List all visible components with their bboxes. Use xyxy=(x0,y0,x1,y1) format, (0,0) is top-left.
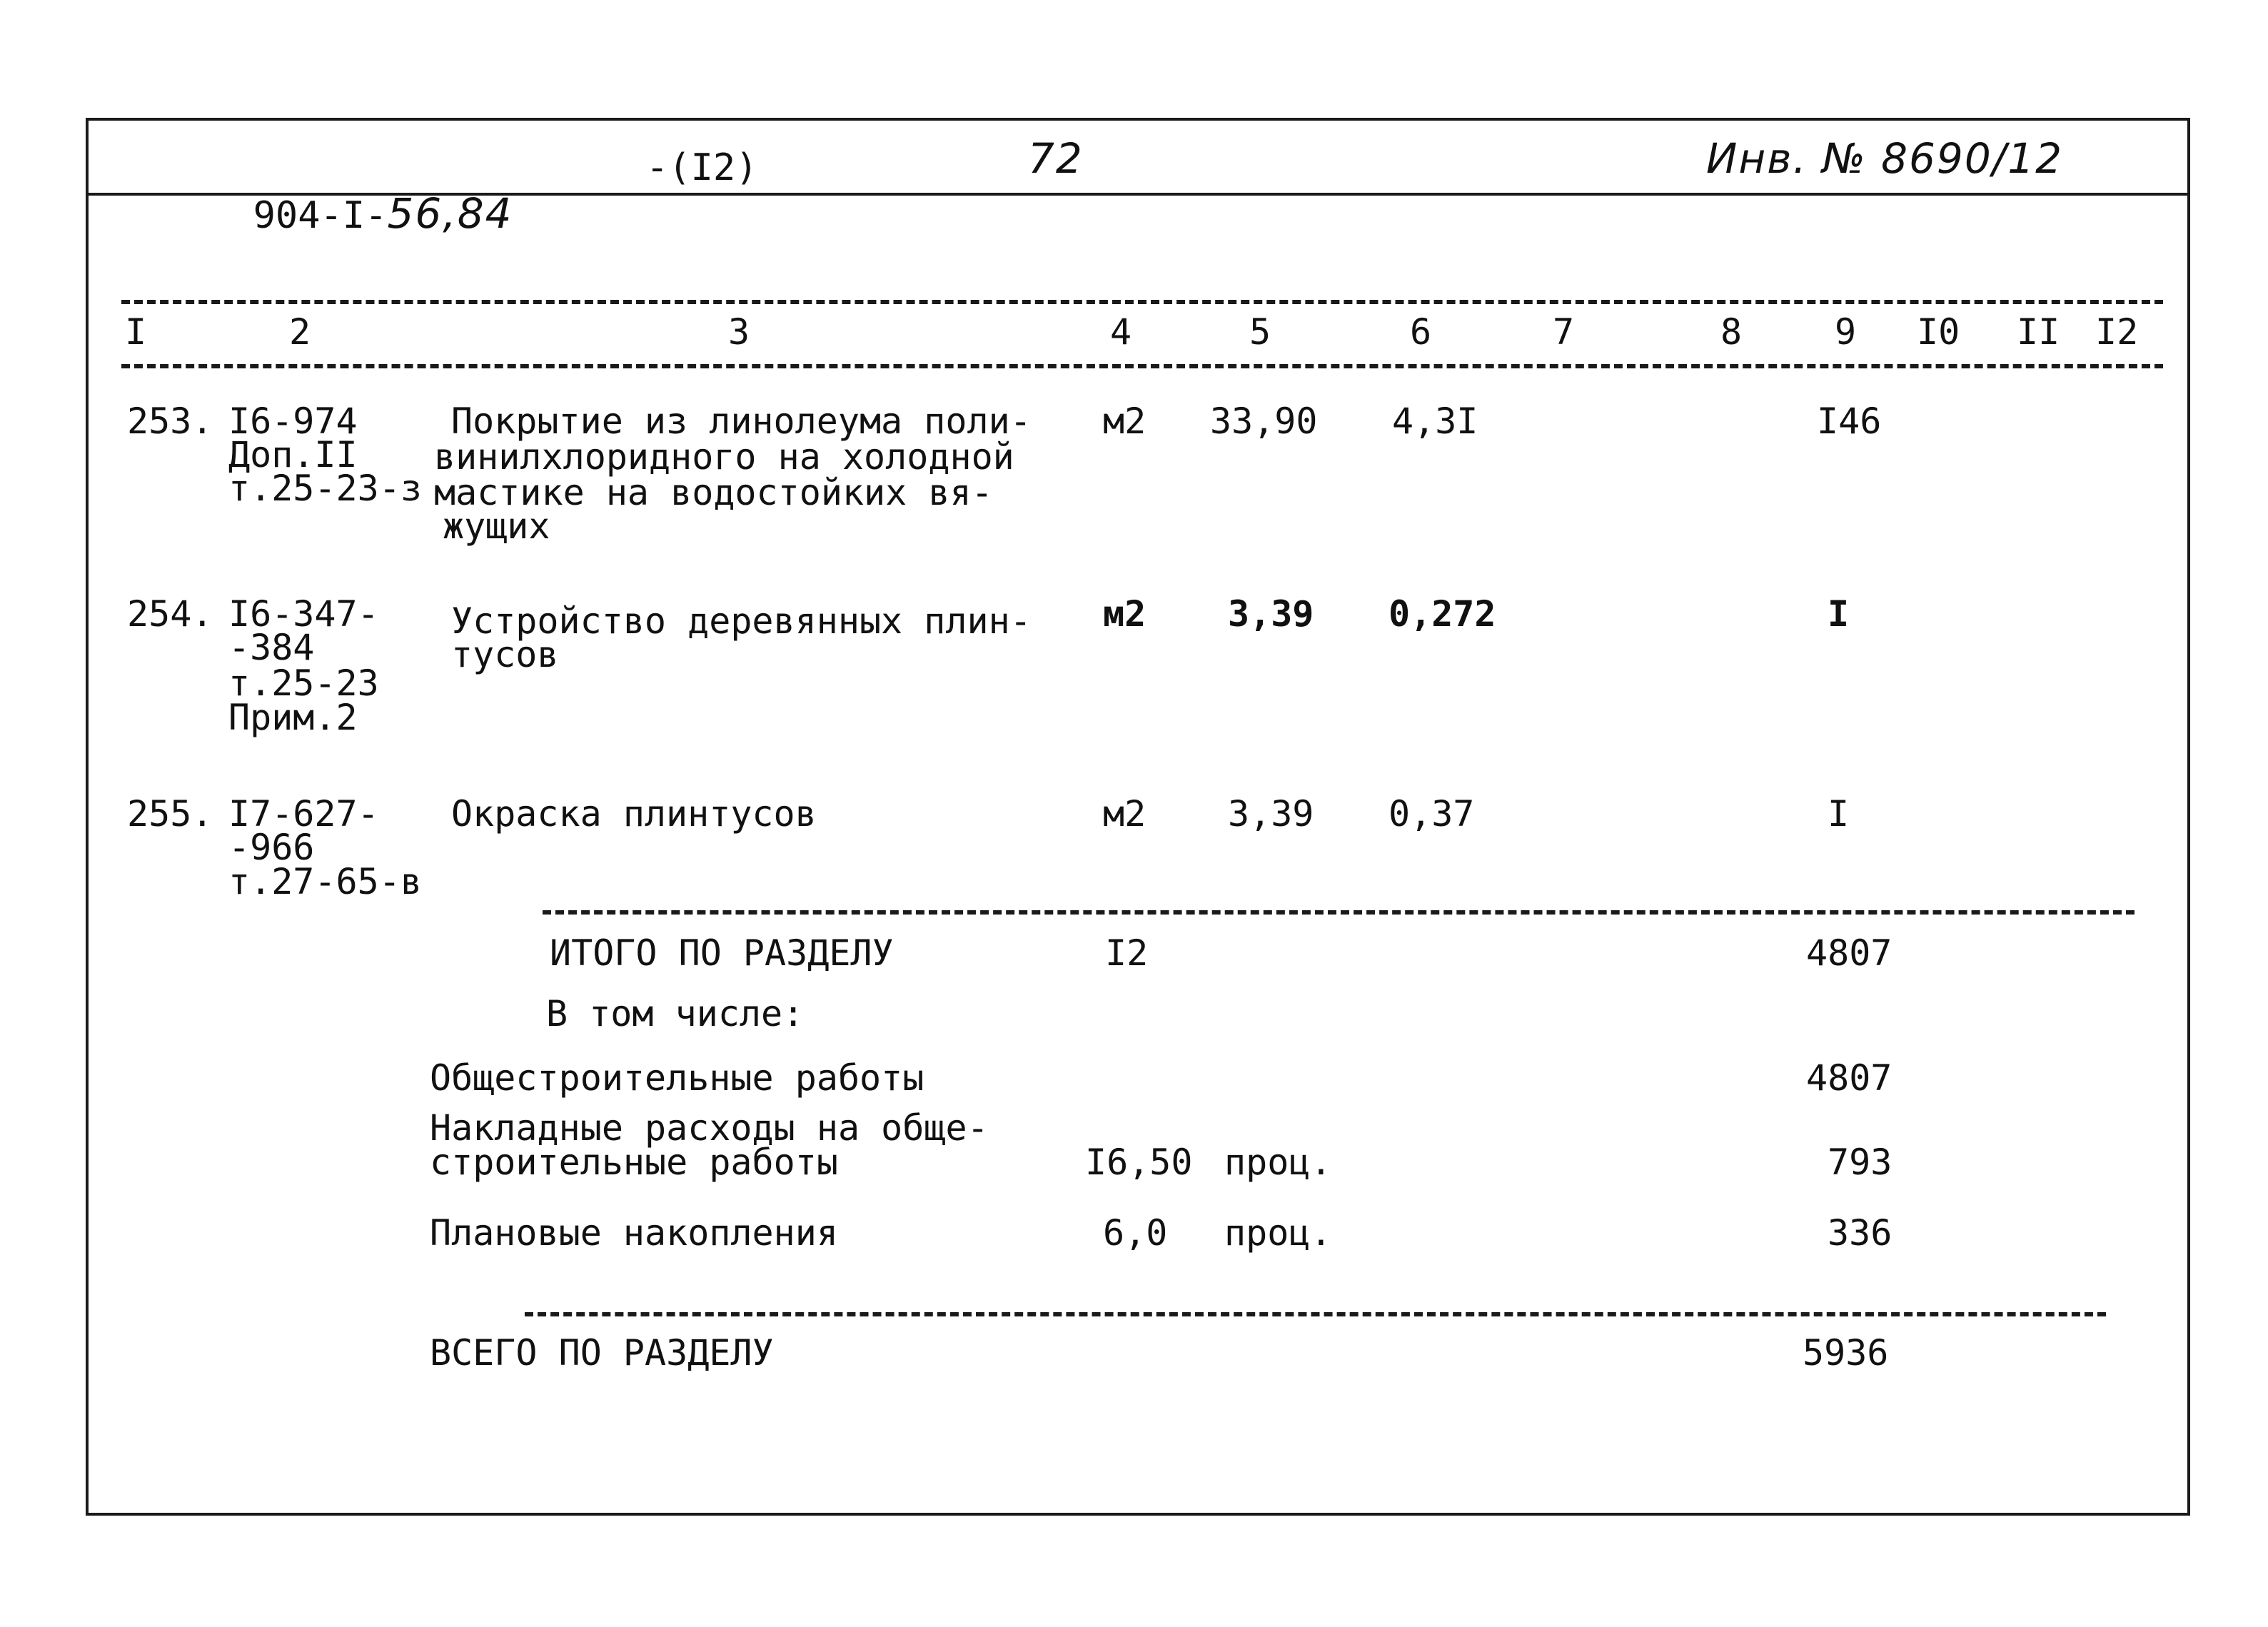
work-description: Окраска плинтусов xyxy=(451,793,817,835)
column-number: 5 xyxy=(1249,311,1271,353)
work-description: мастике на водостойких вя- xyxy=(434,472,993,513)
rate-code: -384 xyxy=(228,627,315,668)
overhead-rate: I6,50 xyxy=(1085,1142,1193,1183)
unit-price: 0,37 xyxy=(1388,793,1475,835)
overhead-label: строительные работы xyxy=(430,1142,838,1183)
column-number: II xyxy=(2017,311,2060,353)
unit: м2 xyxy=(1103,793,1146,835)
rate-code: I6-347- xyxy=(228,593,379,635)
section-number: -(I2) xyxy=(646,146,758,189)
column-number: 3 xyxy=(728,311,750,353)
rate-code: I6-974 xyxy=(228,401,358,442)
work-description: Покрытие из линолеума поли- xyxy=(451,401,1032,442)
document-code xyxy=(208,146,513,238)
general-works-value: 4807 xyxy=(1806,1057,1892,1099)
unit-price: 0,272 xyxy=(1388,593,1496,635)
quantity: 3,39 xyxy=(1228,793,1314,835)
including-label: В том числе: xyxy=(546,993,805,1034)
total-cost: I xyxy=(1828,793,1850,835)
column-number: 4 xyxy=(1110,311,1132,353)
unit-price: 4,3I xyxy=(1392,401,1478,442)
column-number: 7 xyxy=(1553,311,1575,353)
overhead-unit: проц. xyxy=(1224,1142,1332,1183)
planned-savings-label: Плановые накопления xyxy=(430,1212,838,1254)
quantity: 33,90 xyxy=(1210,401,1318,442)
grand-total-label: ВСЕГО ПО РАЗДЕЛУ xyxy=(430,1332,774,1374)
column-number: 2 xyxy=(289,311,311,353)
work-description: тусов xyxy=(451,634,559,675)
planned-unit: проц. xyxy=(1224,1212,1332,1254)
work-description: винилхлоридного на холодной xyxy=(434,436,1014,478)
inventory-number: Инв. № 8690/12 xyxy=(1706,134,2064,183)
overhead-label: Накладные расходы на обще- xyxy=(430,1107,989,1149)
unit: м2 xyxy=(1103,593,1146,635)
page-number: 72 xyxy=(1028,134,1084,183)
column-number: 6 xyxy=(1410,311,1432,353)
subtotal-rule xyxy=(543,910,2135,915)
overhead-value: 793 xyxy=(1828,1142,1892,1183)
total-cost: I xyxy=(1828,593,1850,635)
planned-value: 336 xyxy=(1828,1212,1892,1254)
row-number: 254. xyxy=(127,593,213,635)
row-number: 253. xyxy=(127,401,213,442)
column-number: I2 xyxy=(2095,311,2139,353)
row-number: 255. xyxy=(127,793,213,835)
general-works-label: Общестроительные работы xyxy=(430,1057,924,1099)
rate-code: т.25-23 xyxy=(228,663,379,704)
column-number: I xyxy=(125,311,147,353)
column-header-top-rule xyxy=(121,300,2163,304)
column-number: 9 xyxy=(1835,311,1857,353)
rate-code: Доп.II xyxy=(228,434,358,475)
rate-code: -966 xyxy=(228,827,315,868)
rate-code: Прим.2 xyxy=(228,697,358,738)
grand-total-value: 5936 xyxy=(1803,1332,1889,1374)
total-cost: I46 xyxy=(1817,401,1882,442)
planned-rate: 6,0 xyxy=(1103,1212,1168,1254)
itogo-section: I2 xyxy=(1105,932,1149,974)
itogo-label: ИТОГО ПО РАЗДЕЛУ xyxy=(550,932,894,974)
work-description: жущих xyxy=(443,505,550,547)
rate-code: I7-627- xyxy=(228,793,379,835)
itogo-value: 4807 xyxy=(1806,932,1892,974)
column-number: 8 xyxy=(1720,311,1743,353)
column-header-bottom-rule xyxy=(121,364,2163,368)
column-number: I0 xyxy=(1917,311,1960,353)
rate-code: т.27-65-в xyxy=(228,861,422,902)
rate-code: т.25-23-з xyxy=(228,468,422,509)
document-code-prefix: 904-I- xyxy=(253,194,388,237)
document-code-suffix: 56,84 xyxy=(387,189,513,238)
total-rule xyxy=(525,1312,2106,1316)
unit: м2 xyxy=(1103,401,1146,442)
quantity: 3,39 xyxy=(1228,593,1314,635)
work-description: Устройство деревянных плин- xyxy=(451,600,1032,642)
